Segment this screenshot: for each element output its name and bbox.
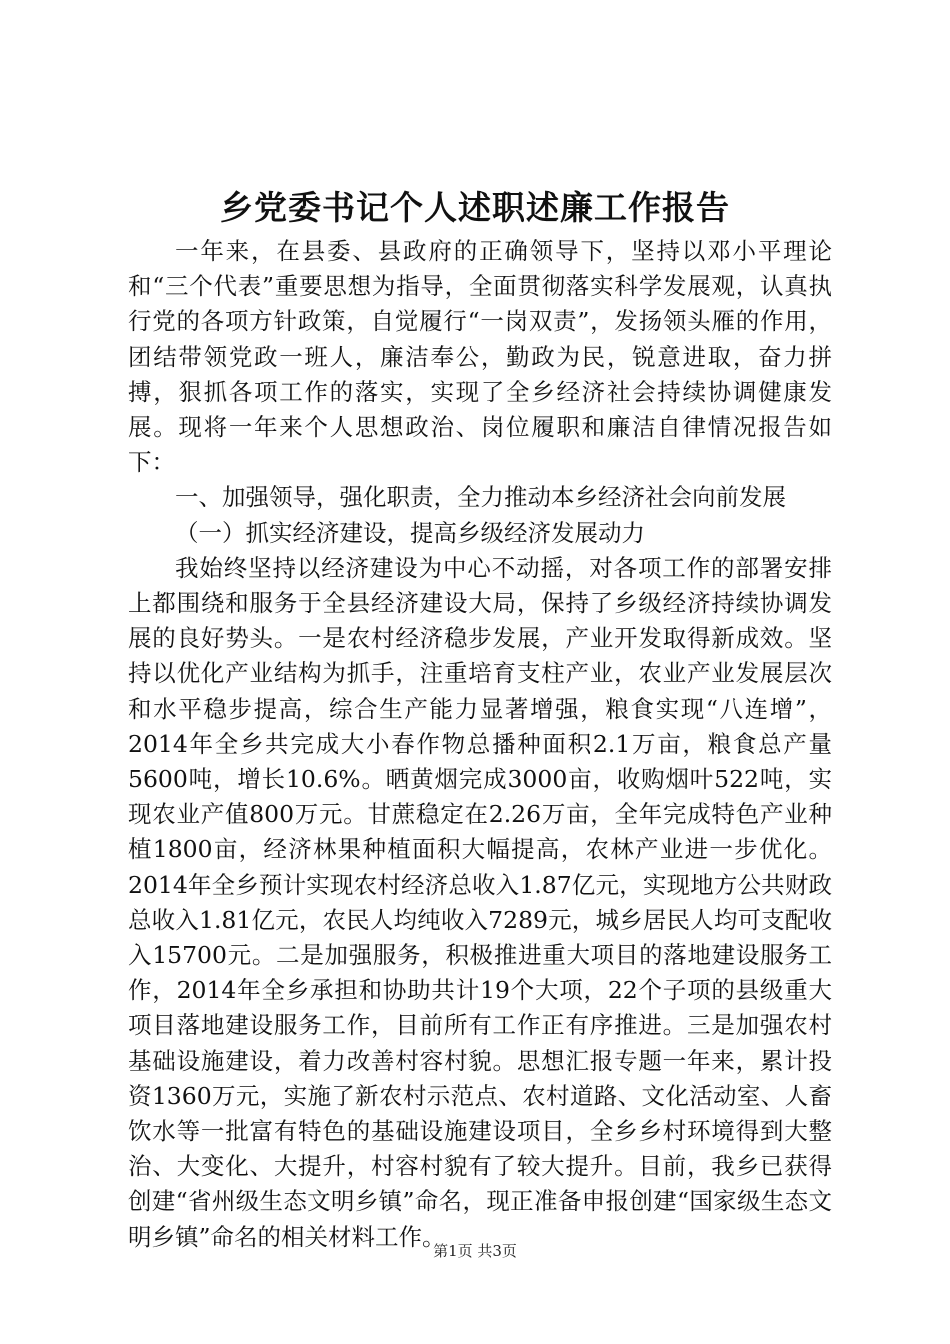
page-footer: 第1页 共3页 — [433, 1242, 517, 1260]
section-heading-1: 一、加强领导，强化职责，全力推动本乡经济社会向前发展 — [175, 483, 786, 512]
subsection-heading-1: （一）抓实经济建设，提高乡级经济发展动力 — [175, 518, 645, 547]
paragraph-intro: 一年来，在县委、县政府的正确领导下，坚持以邓小平理论和“三个代表”重要思想为指导，全面贯彻落实科学发展观，认真执行党的各项方针政策，自觉履行“一岗双责”，发扬领头雁的作用，团结带领党政一班人，廉洁奉公，勤政为民，锐意进取，奋力拼搏，狠抓各项工作的落实，实现了全乡经济社会持续协调健康发展。现将一年来个人思想政治、岗位履职和廉洁自律情况报告如下： — [128, 237, 832, 477]
paragraph-economy: 我始终坚持以经济建设为中心不动摇，对各项工作的部署安排上都围绕和服务于全县经济建设大局，保持了乡级经济持续协调发展的良好势头。一是农村经济稳步发展，产业开发取得新成效。坚持以优化产业结构为抓手，注重培育支柱产业，农业产业发展层次和水平稳步提高，综合生产能力显著增强，粮食实现“八连增”，2014年全乡共完成大小春作物总播种面积2.1万亩，粮食总产量5600吨，增长10.6%。晒黄烟完成3000亩，收购烟叶522吨，实现农业产值800万元。甘蔗稳定在2.26万亩，全年完成特色产业种植1800亩，经济林果种植面积大幅提高，农林产业进一步优化。2014年全乡预计实现农村经济总收入1.87亿元，实现地方公共财政总收入1.81亿元，农民人均纯收入7289元，城乡居民人均可支配收入15700元。二是加强服务，积极推进重大项目的落地建设服务工作，2014年全乡承担和协助共计19个大项，22个子项的县级重大项目落地建设服务工作，目前所有工作正有序推进。三是加强农村基础设施建设，着力改善村容村貌。思想汇报专题一年来，累计投资1360万元，实施了新农村示范点、农村道路、文化活动室、人畜饮水等一批富有特色的基础设施建设项目，全乡乡村环境得到大整治、大变化、大提升，村容村貌有了较大提升。目前，我乡已获得创建“省州级生态文明乡镇”命名，现正准备申报创建“国家级生态文明乡镇”命名的相关材料工作。 — [128, 553, 832, 1251]
document-body — [128, 234, 832, 1255]
document-title: 乡党委书记个人述职述廉工作报告 — [220, 188, 730, 227]
